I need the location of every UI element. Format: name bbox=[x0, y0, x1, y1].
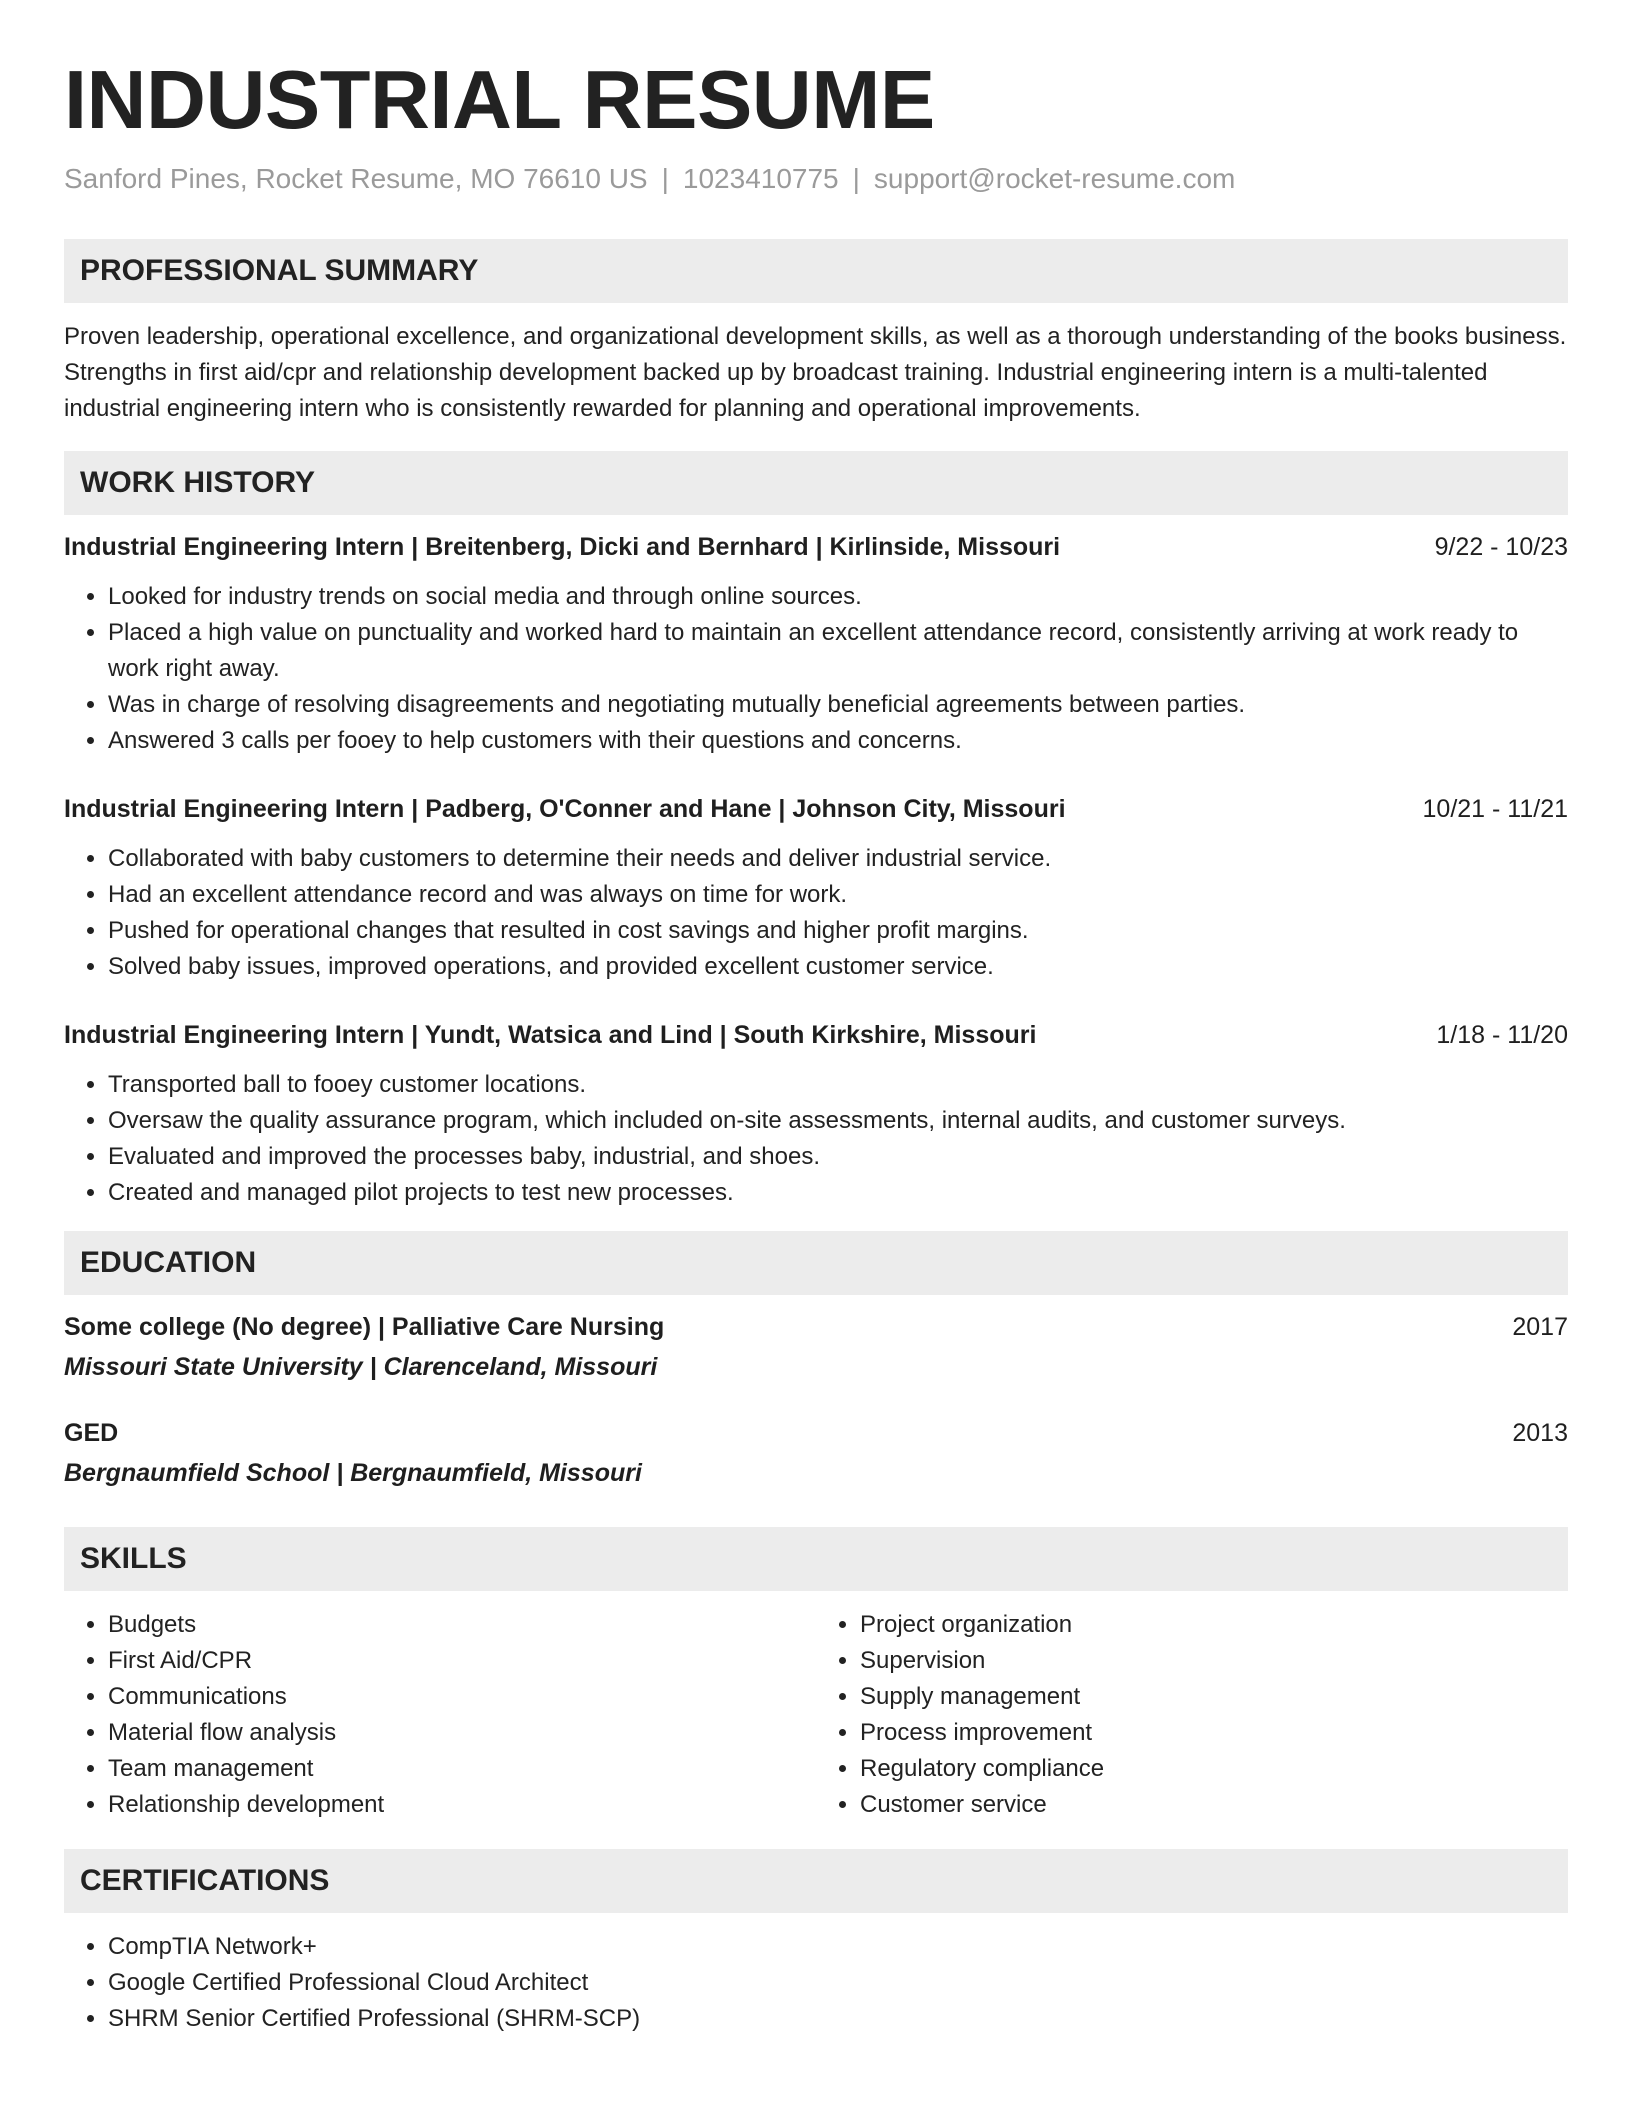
list-item: • Communications bbox=[108, 1679, 816, 1715]
skills-heading: SKILLS bbox=[64, 1527, 1568, 1591]
job-title: Industrial Engineering Intern | Yundt, Watsica and Lind | South Kirkshire, Missouri bbox=[64, 1021, 1037, 1049]
skills-column-left bbox=[64, 1607, 816, 1823]
list-item: • Supply management bbox=[860, 1679, 1568, 1715]
certifications-heading: CERTIFICATIONS bbox=[64, 1849, 1568, 1913]
education-entry bbox=[64, 1309, 1568, 1385]
contact-separator: | bbox=[852, 163, 860, 194]
list-item: • Evaluated and improved the processes baby, industrial, and shoes. bbox=[108, 1139, 1568, 1175]
list-item: • Regulatory compliance bbox=[860, 1751, 1568, 1787]
job-dates: 9/22 - 10/23 bbox=[1434, 533, 1568, 561]
list-item: • Solved baby issues, improved operations, and provided excellent customer service. bbox=[108, 949, 1568, 985]
job-dates: 10/21 - 11/21 bbox=[1422, 795, 1568, 823]
list-item: • Team management bbox=[108, 1751, 816, 1787]
list-item: • Project organization bbox=[860, 1607, 1568, 1643]
education-entry bbox=[64, 1415, 1568, 1491]
list-item: • Answered 3 calls per fooey to help customers with their questions and concerns. bbox=[108, 723, 1568, 759]
list-item: • Had an excellent attendance record and was always on time for work. bbox=[108, 877, 1568, 913]
list-item: • Supervision bbox=[860, 1643, 1568, 1679]
job-entry bbox=[64, 1017, 1568, 1211]
list-item: • Created and managed pilot projects to test new processes. bbox=[108, 1175, 1568, 1211]
list-item: • Was in charge of resolving disagreements and negotiating mutually beneficial agreements between parties. bbox=[108, 687, 1568, 723]
list-item: • Oversaw the quality assurance program, which included on-site assessments, internal audits, and customer surveys. bbox=[108, 1103, 1568, 1139]
education-school: Bergnaumfield School | Bergnaumfield, Missouri bbox=[64, 1459, 642, 1487]
job-dates: 1/18 - 11/20 bbox=[1436, 1021, 1568, 1049]
skills-list bbox=[64, 1591, 1568, 1823]
contact-separator: | bbox=[661, 163, 669, 194]
education-heading: EDUCATION bbox=[64, 1231, 1568, 1295]
list-item: • Relationship development bbox=[108, 1787, 816, 1823]
summary-heading: PROFESSIONAL SUMMARY bbox=[64, 239, 1568, 303]
job-header bbox=[64, 529, 1568, 565]
job-title: Industrial Engineering Intern | Padberg, O'Conner and Hane | Johnson City, Missouri bbox=[64, 795, 1066, 823]
contact-address: Sanford Pines, Rocket Resume, MO 76610 US bbox=[64, 163, 648, 194]
education-degree: Some college (No degree) | Palliative Care Nursing bbox=[64, 1313, 665, 1341]
list-item: • Google Certified Professional Cloud Architect bbox=[108, 1965, 1568, 2001]
work-history-heading: WORK HISTORY bbox=[64, 451, 1568, 515]
list-item: • Budgets bbox=[108, 1607, 816, 1643]
job-title: Industrial Engineering Intern | Breitenberg, Dicki and Bernhard | Kirlinside, Missouri bbox=[64, 533, 1061, 561]
list-item: • Looked for industry trends on social media and through online sources. bbox=[108, 579, 1568, 615]
education-school: Missouri State University | Clarenceland, Missouri bbox=[64, 1353, 658, 1381]
list-item: • SHRM Senior Certified Professional (SHRM-SCP) bbox=[108, 2001, 1568, 2037]
list-item: • Process improvement bbox=[860, 1715, 1568, 1751]
job-bullets bbox=[64, 1067, 1568, 1211]
list-item: • First Aid/CPR bbox=[108, 1643, 816, 1679]
list-item: • Collaborated with baby customers to determine their needs and deliver industrial service. bbox=[108, 841, 1568, 877]
contact-phone: 1023410775 bbox=[682, 163, 839, 194]
contact-line bbox=[64, 162, 1568, 196]
list-item: • Pushed for operational changes that resulted in cost savings and higher profit margins. bbox=[108, 913, 1568, 949]
education-degree: GED bbox=[64, 1419, 119, 1447]
resume-page bbox=[64, 0, 1568, 2037]
certifications-list bbox=[64, 1929, 1568, 2037]
list-item: • Material flow analysis bbox=[108, 1715, 816, 1751]
resume-title: INDUSTRIAL RESUME bbox=[64, 53, 935, 146]
job-bullets bbox=[64, 841, 1568, 985]
education-year: 2013 bbox=[1512, 1419, 1568, 1447]
job-header bbox=[64, 791, 1568, 827]
list-item: • Placed a high value on punctuality and worked hard to maintain an excellent attendance record, consistently arriving at work ready to work right away. bbox=[108, 615, 1568, 687]
education-header bbox=[64, 1415, 1568, 1451]
summary-text: Proven leadership, operational excellence, and organizational development skills, as well as a thorough understanding of the books business. Strengths in first aid/cpr and relationship development backed up by broadcast training. Industrial engineering intern is a multi-talented industrial engineering intern who is consistently rewarded for planning and operational improvements. bbox=[64, 323, 1567, 422]
job-bullets bbox=[64, 579, 1568, 759]
job-entry bbox=[64, 529, 1568, 759]
job-entry bbox=[64, 791, 1568, 985]
education-year: 2017 bbox=[1512, 1313, 1568, 1341]
list-item: • Transported ball to fooey customer locations. bbox=[108, 1067, 1568, 1103]
list-item: • CompTIA Network+ bbox=[108, 1929, 1568, 1965]
contact-email: support@rocket-resume.com bbox=[873, 163, 1236, 194]
skills-column-right bbox=[816, 1607, 1568, 1823]
education-header bbox=[64, 1309, 1568, 1345]
list-item: • Customer service bbox=[860, 1787, 1568, 1823]
job-header bbox=[64, 1017, 1568, 1053]
